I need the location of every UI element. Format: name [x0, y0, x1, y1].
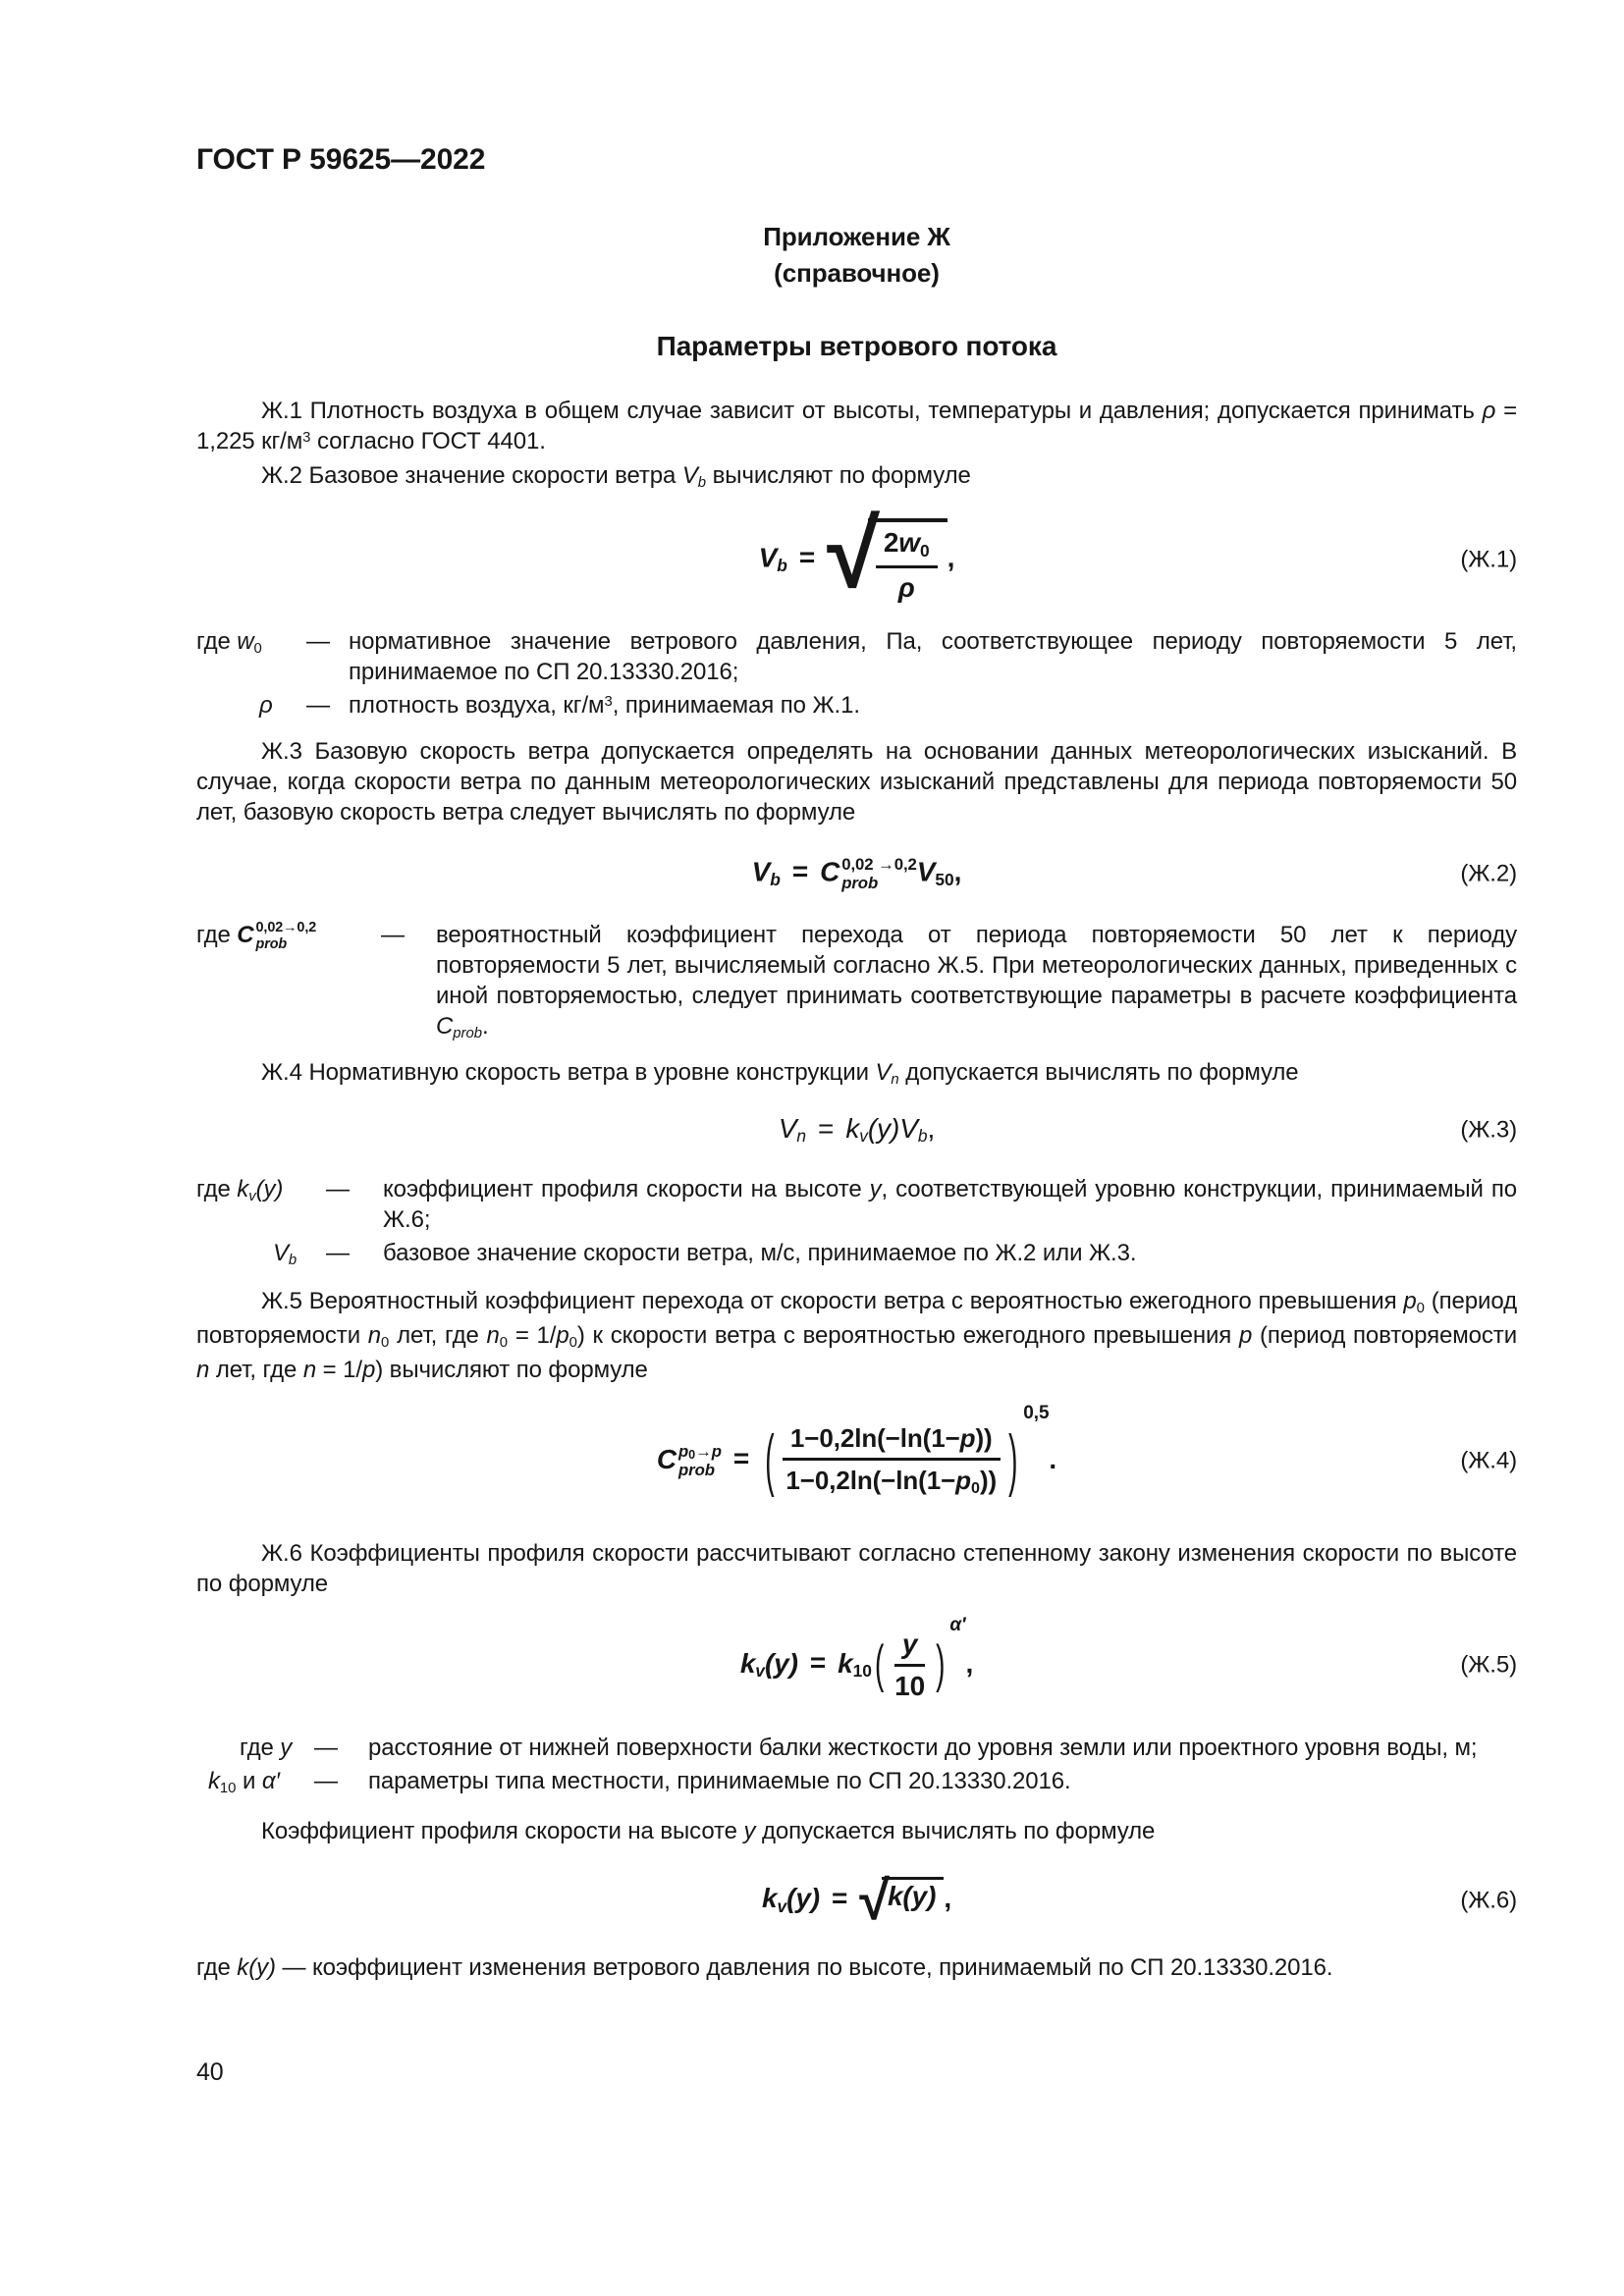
definition-row: [196, 920, 1517, 1045]
math-symbol: k: [237, 1176, 249, 1202]
superscript: 3: [604, 694, 613, 711]
subscript: b: [777, 556, 787, 576]
subscript: 0: [1416, 1301, 1425, 1317]
definition-list: [196, 920, 1517, 1045]
appendix-kind: (справочное): [774, 258, 940, 288]
def-term: [196, 1174, 326, 1235]
def-term: [196, 1733, 314, 1763]
run: коэффициент профиля скорости на высоте: [383, 1176, 870, 1202]
run: Коэффициент профиля скорости на высоте: [261, 1818, 744, 1844]
run: и: [236, 1768, 262, 1794]
run: )): [975, 1422, 993, 1453]
right-paren: ): [936, 1634, 946, 1693]
math-symbol: V: [751, 856, 771, 887]
run: допускается вычислять по формуле: [898, 1059, 1299, 1086]
def-description: [383, 1174, 1517, 1235]
formula-zh2: [196, 843, 1517, 904]
subscript: n: [891, 1072, 899, 1089]
equals-sign: =: [818, 1112, 835, 1144]
radicand: [868, 518, 947, 607]
superscript: 0,02 →0,2: [841, 854, 917, 874]
paragraph-zh2: [196, 460, 1517, 495]
equals-sign: =: [832, 1883, 848, 1914]
subscript: v: [248, 1189, 256, 1205]
math-symbol: n: [302, 1357, 317, 1383]
run: (период повторяемости: [1252, 1322, 1518, 1349]
equals-sign: =: [809, 1647, 827, 1679]
subscript: 0: [688, 1448, 696, 1463]
def-description: [436, 920, 1517, 1045]
sup-sub-stack: [678, 1442, 722, 1480]
definition-list: [196, 1733, 1517, 1800]
formula-number: (Ж.2): [1460, 860, 1517, 887]
run: 1−0,2ln(−ln(1−: [785, 1465, 956, 1495]
paragraph-zh1: [196, 396, 1517, 460]
equation: [779, 1112, 935, 1148]
math-symbol: k(y): [237, 1954, 276, 1981]
math-symbol: y: [743, 1818, 756, 1844]
math-symbol: k: [845, 1112, 860, 1144]
fraction-denominator: 10: [894, 1670, 926, 1701]
math-argument: (y): [786, 1883, 821, 1914]
left-paren: (: [874, 1634, 885, 1693]
subscript: n: [796, 1126, 807, 1147]
equals-sign: =: [732, 1443, 750, 1474]
run: плотность воздуха, кг/м: [349, 692, 605, 719]
math-symbol: V: [681, 462, 698, 489]
subscript: v: [859, 1126, 868, 1147]
run: (период повторяемости: [196, 1288, 1517, 1349]
run: ) к скорости ветра с вероятностью ежегодного превышения: [576, 1322, 1239, 1349]
def-term: [196, 626, 306, 687]
right-paren: ): [1008, 1421, 1018, 1498]
alpha-symbol: α′: [261, 1768, 280, 1794]
run: где: [240, 1735, 281, 1761]
math-symbol: p: [556, 1322, 569, 1349]
math-symbol: V: [899, 1112, 918, 1144]
equation: [656, 1403, 1057, 1501]
equation: [758, 500, 955, 608]
math-symbol: V: [273, 1240, 289, 1266]
def-dash: —: [306, 628, 330, 655]
subscript: 10: [852, 1661, 872, 1682]
paragraph-zh3: Ж.3 Базовую скорость ветра допускается определять на основании данных метеорологических изысканий. В случае, когда скорости ветра по данным метеорологических изысканий представлены для периода повторяемости 50 лет, базовую скорость ветра следует вычислять по формуле: [196, 738, 1517, 826]
formula-zh4: [196, 1401, 1517, 1521]
subscript: 0: [970, 1479, 980, 1497]
math-symbol: n: [367, 1322, 382, 1349]
run: лет, где: [209, 1357, 303, 1383]
math-symbol: w: [237, 628, 254, 655]
math-argument: (y): [255, 1176, 284, 1202]
run: 2: [883, 527, 899, 558]
arrow-symbol: →: [695, 1441, 712, 1461]
page-number: 40: [196, 2058, 224, 2086]
punctuation: ,: [965, 1647, 974, 1679]
radical-sign: √: [827, 500, 880, 608]
subscript: 10: [219, 1781, 237, 1797]
definition-list: [196, 626, 1517, 724]
math-symbol: p: [1238, 1322, 1253, 1349]
math-symbol: C: [436, 1013, 454, 1040]
paragraph-zh4: [196, 1057, 1517, 1092]
math-symbol: k: [208, 1768, 220, 1794]
superscript: [678, 1442, 722, 1461]
square-root: [827, 500, 947, 608]
run: ) вычисляют по формуле: [375, 1357, 648, 1383]
math-symbol: p: [678, 1441, 689, 1461]
math-symbol: n: [486, 1322, 500, 1349]
definition-row: [196, 1174, 1517, 1235]
formula-zh1: [196, 500, 1517, 614]
equation: [761, 1869, 952, 1932]
math-symbol: V: [916, 856, 936, 887]
run: вычисляют по формуле: [706, 462, 971, 489]
run: Ж.2 Базовое значение скорости ветра: [261, 462, 682, 489]
fraction: [778, 1421, 1004, 1501]
def-description: базовое значение скорости ветра, м/с, принимаемое по Ж.2 или Ж.3.: [383, 1240, 1137, 1266]
formula-number: (Ж.1): [1460, 546, 1517, 573]
punctuation: ,: [944, 1883, 952, 1914]
subscript: prob: [678, 1461, 715, 1479]
definition-row: [196, 1766, 1517, 1800]
run: Ж.4 Нормативную скорость ветра в уровне конструкции: [261, 1059, 876, 1086]
def-description: расстояние от нижней поверхности балки жесткости до уровня земли или проектного уровня воды, м;: [368, 1735, 1478, 1761]
punctuation: ,: [947, 542, 955, 573]
run: где: [196, 922, 238, 948]
math-symbol: V: [758, 542, 778, 573]
sup-sub-stack: [256, 920, 317, 952]
subscript: prob: [841, 874, 879, 892]
rho-symbol: ρ: [1482, 398, 1496, 424]
run: 1−0,2ln(−ln(1−: [789, 1422, 960, 1453]
subscript: 50: [935, 870, 954, 890]
def-term: [196, 1766, 314, 1800]
subscript: b: [917, 1126, 928, 1147]
subscript: prob: [453, 1026, 483, 1042]
subscript: 0: [568, 1335, 577, 1352]
def-dash: —: [381, 922, 405, 948]
superscript: 3: [302, 430, 311, 447]
def-term: [196, 920, 381, 1045]
subscript: 0: [253, 641, 262, 658]
run: Ж.1 Плотность воздуха в общем случае зависит от высоты, температуры и давления; допускается принимать: [261, 398, 1483, 424]
run: вероятностный коэффициент перехода от периода повторяемости 50 лет к периоду повторяемости 5 лет, вычисляемый согласно Ж.5. При метеорологических данных, приведенных с иной повторяемостью, следует принимать соответствующие параметры в расчете коэффициента: [436, 922, 1517, 1009]
run: = 1/: [508, 1322, 557, 1349]
paragraph-zh5: [196, 1286, 1517, 1385]
subscript: prob: [255, 935, 288, 952]
math-symbol: C: [237, 922, 254, 948]
punctuation: ,: [953, 856, 962, 887]
formula-zh5: [196, 1613, 1517, 1717]
math-symbol: k: [761, 1883, 778, 1914]
math-symbol: k: [838, 1647, 853, 1679]
run: , принимаемая по Ж.1.: [612, 692, 860, 719]
subscript: b: [697, 475, 707, 492]
formula-zh6: [196, 1864, 1517, 1937]
def-dash: —: [314, 1768, 338, 1794]
def-dash: —: [275, 1954, 312, 1981]
def-description: [349, 690, 1517, 724]
math-symbol: k: [739, 1647, 756, 1679]
equals-sign: =: [791, 856, 809, 887]
formula-number: (Ж.3): [1460, 1116, 1517, 1144]
math-symbol: w: [898, 527, 920, 558]
run: )): [979, 1465, 998, 1495]
formula-number: (Ж.6): [1460, 1887, 1517, 1914]
punctuation: .: [1049, 1443, 1057, 1474]
formula-number: (Ж.5): [1460, 1651, 1517, 1679]
fraction-denominator: ρ: [897, 572, 915, 603]
math-symbol: y: [280, 1735, 293, 1761]
radical-sign: √: [859, 1869, 890, 1932]
run: Ж.5 Вероятностный коэффициент перехода от скорости ветра с вероятностью ежегодного превышения: [261, 1288, 1404, 1314]
run: коэффициент изменения ветрового давления по высоте, принимаемый по СП 20.13330.2016.: [311, 1954, 1333, 1981]
run: = 1,225 кг/м: [196, 398, 1517, 454]
subscript: v: [777, 1896, 787, 1917]
subscript: 0: [499, 1335, 509, 1352]
punctuation: ,: [927, 1112, 936, 1144]
subscript: 0: [381, 1335, 390, 1352]
formula-number: (Ж.4): [1460, 1447, 1517, 1474]
math-symbol: p: [1403, 1288, 1417, 1314]
math-symbol: y: [869, 1176, 882, 1202]
math-symbol: V: [778, 1112, 797, 1144]
equation: [752, 855, 962, 893]
def-dash: —: [306, 692, 330, 719]
run: где: [196, 1954, 238, 1981]
equation: [739, 1615, 974, 1703]
def-dash: —: [314, 1735, 338, 1761]
fraction-numerator: [876, 526, 938, 568]
run: , соответствующей уровню конструкции, принимаемый по Ж.6;: [383, 1176, 1517, 1233]
def-description: параметры типа местности, принимаемые по СП 20.13330.2016.: [368, 1768, 1071, 1794]
paragraph-zh6: Ж.6 Коэффициенты профиля скорости рассчитывают согласно степенному закону изменения скорости по высоте по формуле: [196, 1540, 1517, 1597]
math-symbol: C: [820, 856, 840, 887]
subscript: b: [288, 1253, 298, 1269]
math-symbol: p: [361, 1357, 376, 1383]
paragraph-ky: [196, 1952, 1517, 1983]
fraction: [876, 526, 938, 605]
run: лет, где: [389, 1322, 487, 1349]
definition-list: [196, 1174, 1517, 1272]
section-title: Параметры ветрового потока: [656, 331, 1057, 361]
math-symbol: V: [875, 1059, 892, 1086]
math-symbol: n: [196, 1357, 210, 1383]
def-term: [196, 690, 306, 724]
def-dash: —: [326, 1176, 350, 1202]
sup-sub-stack: [841, 855, 917, 893]
math-argument: (y): [867, 1112, 900, 1144]
page-content: [196, 142, 1517, 1983]
fraction-denominator: [778, 1461, 1004, 1501]
run: где: [196, 1176, 238, 1202]
math-symbol: p: [711, 1441, 722, 1461]
subscript: v: [755, 1661, 765, 1682]
def-dash: —: [326, 1240, 350, 1266]
run: = 1/: [316, 1357, 362, 1383]
page-header: ГОСТ Р 59625—2022: [196, 143, 486, 176]
equals-sign: =: [798, 542, 816, 573]
paragraph-coef: [196, 1816, 1517, 1846]
math-argument: (y): [764, 1647, 798, 1679]
left-paren: (: [765, 1421, 775, 1498]
run: где: [196, 628, 238, 655]
math-symbol: p: [959, 1422, 976, 1453]
exponent: α′: [949, 1615, 966, 1636]
def-term: [196, 1238, 326, 1272]
square-root: [859, 1869, 944, 1932]
fraction-numerator: y: [894, 1628, 925, 1667]
fraction: [887, 1628, 933, 1703]
appendix-label: Приложение Ж: [763, 222, 950, 251]
rho-symbol: ρ: [259, 692, 273, 719]
subscript: b: [770, 870, 781, 890]
math-symbol: p: [955, 1465, 971, 1495]
definition-row: [196, 690, 1517, 724]
superscript: 0,02→0,2: [255, 920, 317, 936]
definition-row: [196, 1238, 1517, 1272]
math-symbol: C: [656, 1443, 677, 1474]
run: .: [482, 1013, 489, 1040]
fraction-numerator: [783, 1421, 1001, 1461]
definition-row: [196, 626, 1517, 687]
radicand: k(y): [882, 1877, 944, 1915]
run: согласно ГОСТ 4401.: [310, 428, 546, 454]
exponent: 0,5: [1023, 1403, 1050, 1424]
definition-row: [196, 1733, 1517, 1763]
def-description: нормативное значение ветрового давления, Па, соответствующее периоду повторяемости 5 лет, принимаемое по СП 20.13330.2016;: [349, 628, 1517, 685]
formula-zh3: [196, 1105, 1517, 1154]
subscript: 0: [919, 540, 930, 561]
run: допускается вычислять по формуле: [755, 1818, 1156, 1844]
